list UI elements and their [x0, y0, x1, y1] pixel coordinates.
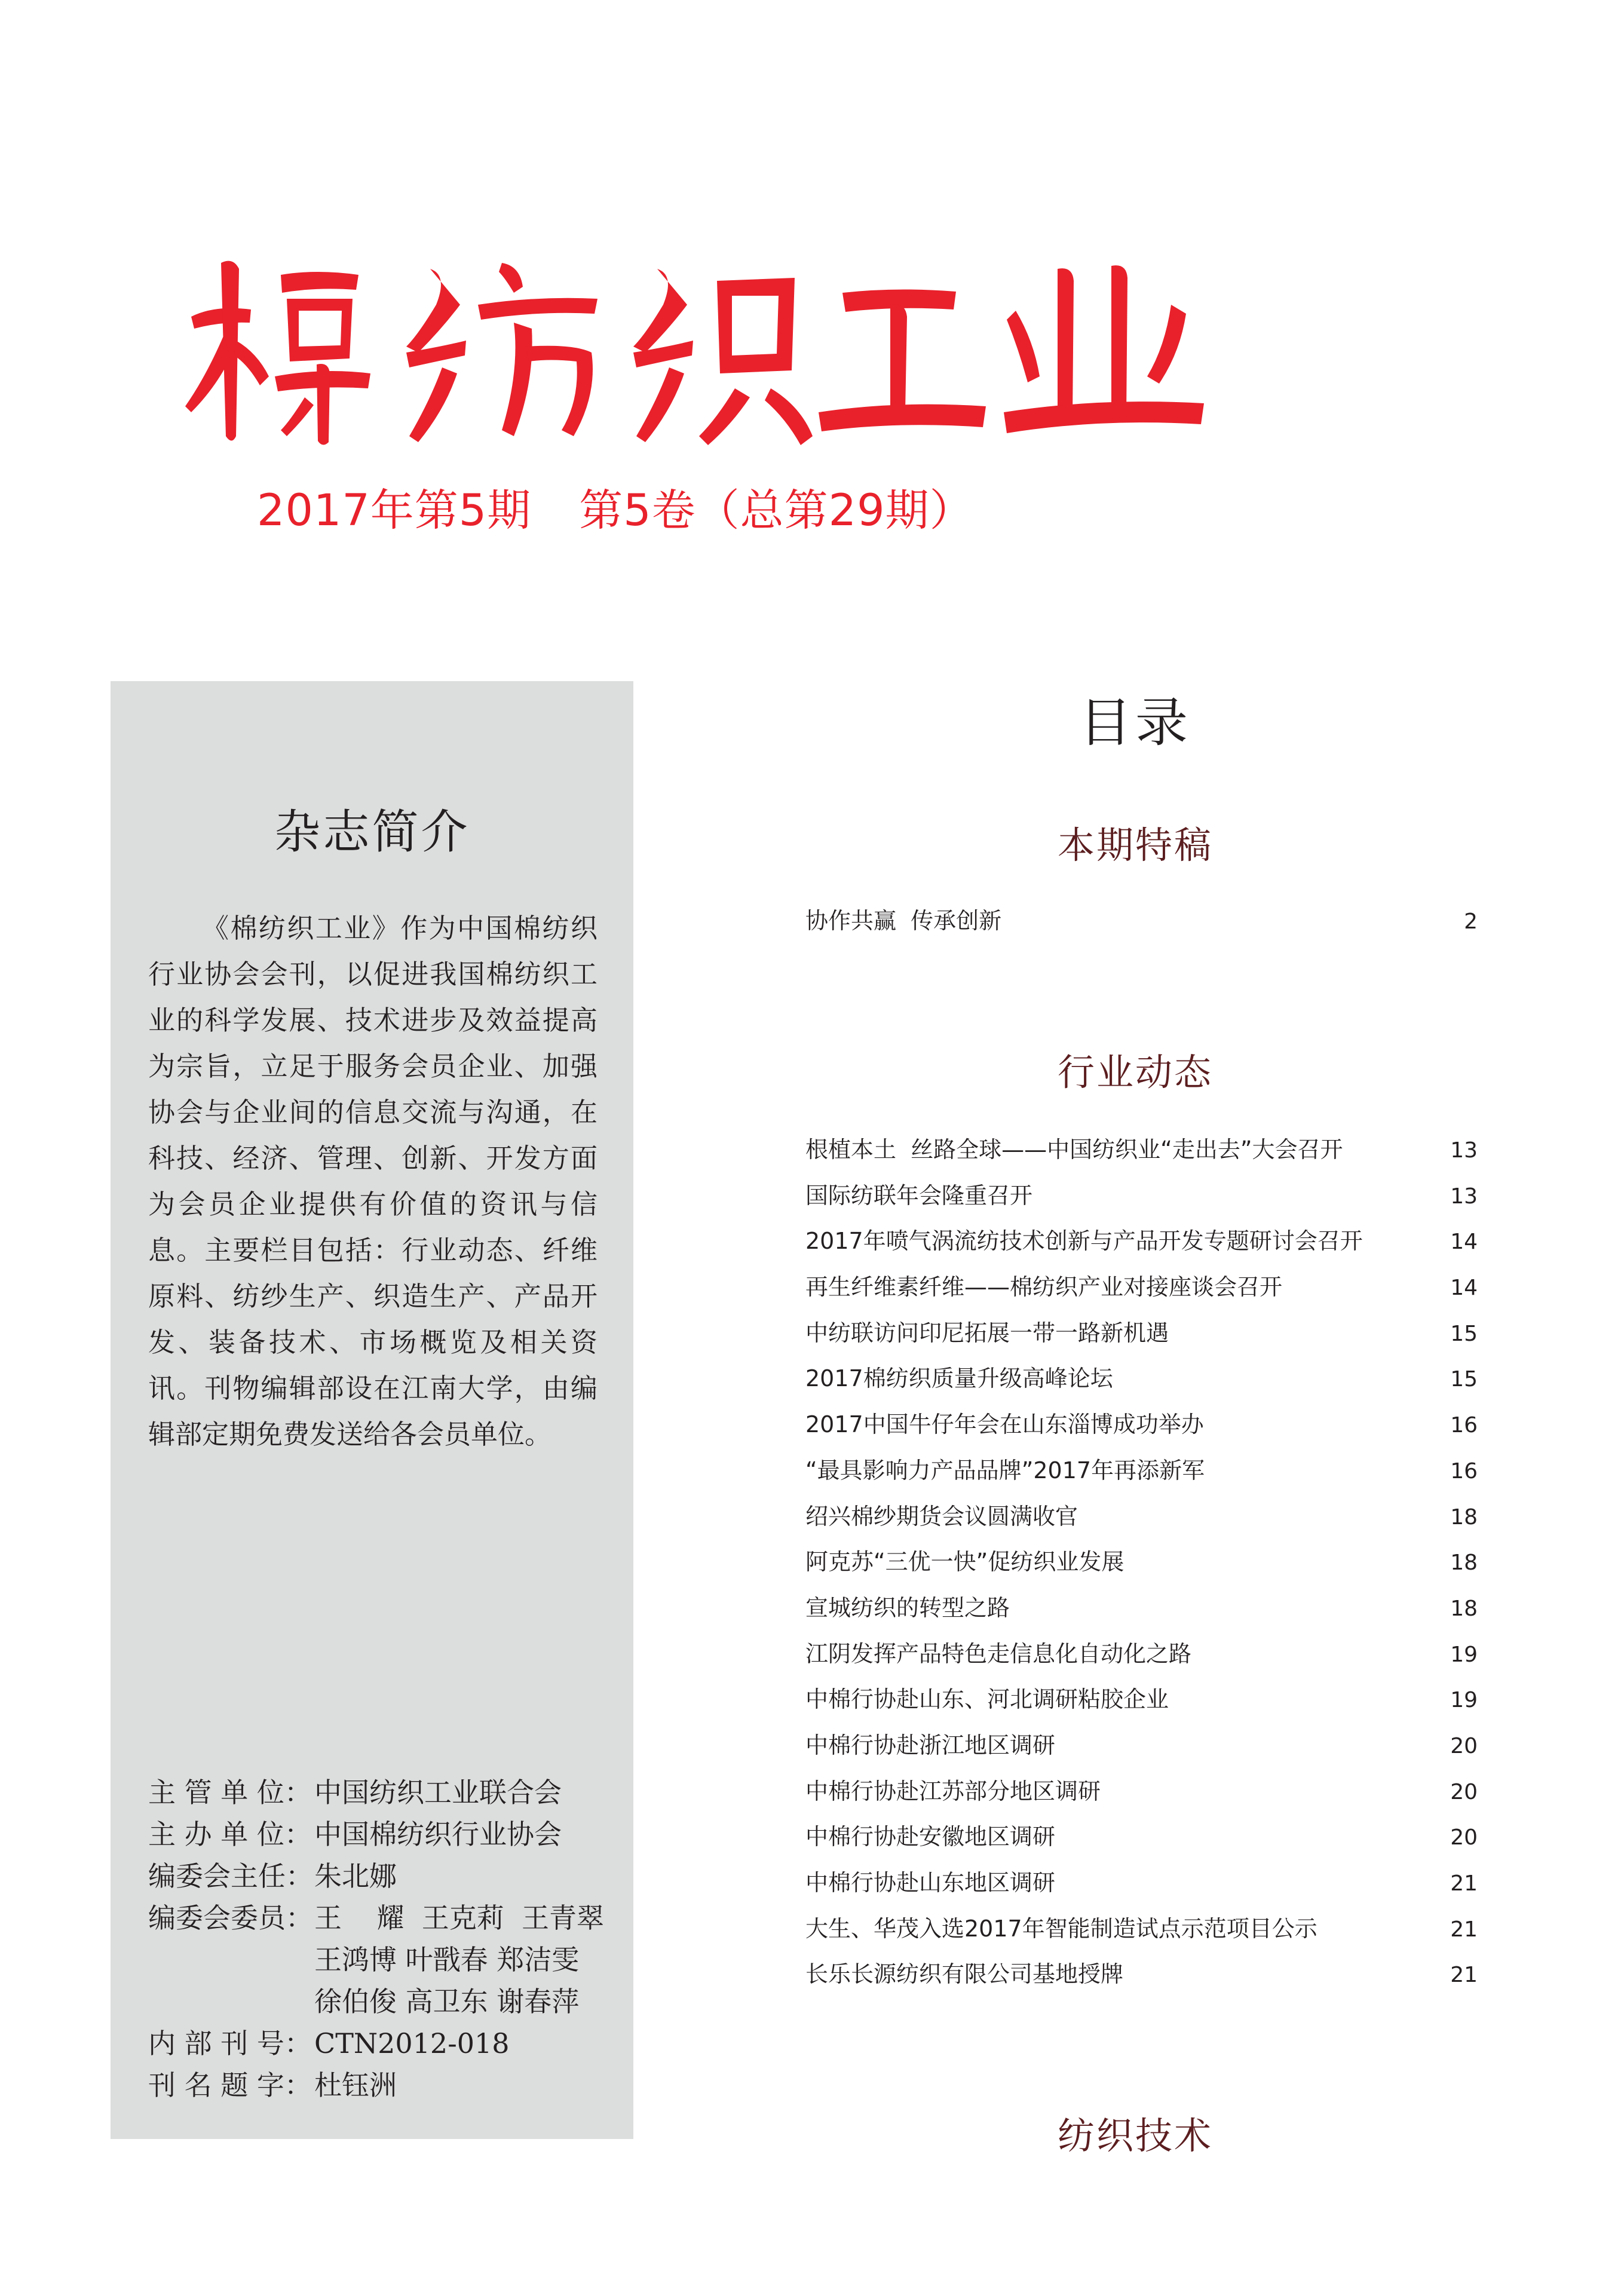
toc-entry-page: 13 — [1450, 1184, 1478, 1209]
toc-entry[interactable] — [805, 1452, 1478, 1498]
toc-entry-title: 协作共赢 传承创新 — [805, 908, 1002, 934]
credits-list — [148, 1772, 620, 2106]
credit-value: 王鸿博 叶戬春 郑洁雯 — [314, 1944, 580, 1976]
toc-entry-page: 16 — [1450, 1458, 1478, 1484]
credit-label: 刊 名 题 字： — [148, 2069, 312, 2101]
credit-row — [148, 2064, 620, 2106]
toc-entry[interactable] — [805, 1314, 1478, 1360]
toc-entry-page: 15 — [1450, 1321, 1478, 1346]
credit-label: 主 办 单 位： — [148, 1818, 312, 1850]
toc-entry-page: 14 — [1450, 1230, 1478, 1255]
toc-entry-title: 中棉行协赴山东、河北调研粘胶企业 — [805, 1686, 1169, 1713]
toc-entry[interactable] — [805, 1498, 1478, 1544]
toc-entry[interactable] — [805, 1681, 1478, 1727]
toc-section-list — [805, 1131, 1478, 2002]
toc-entry-page: 21 — [1450, 1917, 1478, 1942]
issue-line — [257, 475, 974, 538]
toc-entry[interactable] — [805, 1543, 1478, 1589]
credit-value: 朱北娜 — [314, 1860, 397, 1892]
toc-entry-page: 2 — [1464, 909, 1478, 934]
toc-entry[interactable] — [805, 1910, 1478, 1956]
toc-entry-title: 中棉行协赴浙江地区调研 — [805, 1731, 1056, 1758]
toc-entry-title: 江阴发挥产品特色走信息化自动化之路 — [805, 1640, 1192, 1667]
toc-section-list — [805, 902, 1478, 948]
toc-entry-page: 21 — [1450, 1871, 1478, 1896]
toc-entry[interactable] — [805, 1773, 1478, 1819]
toc-entry-page: 18 — [1450, 1550, 1478, 1576]
calligraphy-logo-icon — [179, 239, 1207, 454]
section-heading: 纺织技术 — [1057, 2114, 1213, 2158]
toc-entry-title: 中棉行协赴江苏部分地区调研 — [805, 1778, 1101, 1804]
intro-title: 杂志简介 — [274, 805, 470, 859]
toc-entry-page: 16 — [1450, 1413, 1478, 1438]
toc-entry-title: 国际纺联年会隆重召开 — [805, 1182, 1033, 1209]
credit-label: 主 管 单 位： — [148, 1776, 312, 1809]
credit-label: 内 部 刊 号： — [148, 2027, 312, 2060]
masthead-logo — [179, 239, 1207, 454]
toc-entry[interactable] — [805, 1406, 1478, 1452]
credit-value: 杜钰洲 — [314, 2069, 397, 2101]
toc-entry-page: 20 — [1450, 1825, 1478, 1850]
toc-entry-title: 2017棉纺织质量升级高峰论坛 — [805, 1365, 1113, 1392]
toc-entry[interactable] — [805, 902, 1478, 948]
toc-entry[interactable] — [805, 1360, 1478, 1406]
toc-entry[interactable] — [805, 1818, 1478, 1864]
credit-value: 中国纺织工业联合会 — [314, 1776, 562, 1809]
magazine-intro-panel — [111, 681, 633, 2139]
credit-value: 徐伯俊 高卫东 谢春萍 — [314, 1985, 580, 2018]
toc-entry-page: 19 — [1450, 1688, 1478, 1713]
credit-value: 中国棉纺织行业协会 — [314, 1818, 562, 1850]
toc-entry-title: 中棉行协赴山东地区调研 — [805, 1870, 1056, 1896]
toc-entry-title: 中棉行协赴安徽地区调研 — [805, 1824, 1056, 1850]
section-heading: 行业动态 — [1057, 1050, 1213, 1094]
toc-entry-title: 长乐长源纺织有限公司基地授牌 — [805, 1961, 1124, 1988]
credit-row — [148, 1772, 620, 1813]
credit-label: 编委会委员： — [148, 1902, 313, 1934]
toc-entry-title: “最具影响力产品品牌”2017年再添新军 — [805, 1457, 1205, 1484]
credit-row — [148, 1897, 620, 1939]
section-heading: 本期特稿 — [1057, 823, 1213, 867]
toc-entry-title: 中纺联访问印尼拓展一带一路新机遇 — [805, 1319, 1169, 1346]
toc-entry[interactable] — [805, 1177, 1478, 1223]
credit-label: 编委会主任： — [148, 1860, 313, 1892]
toc-entry-page: 18 — [1450, 1504, 1478, 1530]
toc-entry[interactable] — [805, 1222, 1478, 1268]
toc-entry-page: 21 — [1450, 1963, 1478, 1988]
toc-entry[interactable] — [805, 1727, 1478, 1773]
credit-row — [148, 1855, 620, 1897]
toc-entry[interactable] — [805, 1956, 1478, 2002]
toc-entry-page: 19 — [1450, 1642, 1478, 1667]
toc-entry-title: 绍兴棉纱期货会议圆满收官 — [805, 1503, 1078, 1530]
toc-entry-title: 2017年喷气涡流纺技术创新与产品开发专题研讨会召开 — [805, 1228, 1363, 1255]
toc-entry[interactable] — [805, 1635, 1478, 1681]
toc-entry-page: 18 — [1450, 1596, 1478, 1621]
toc-entry-page: 15 — [1450, 1367, 1478, 1392]
credit-value: CTN2012-018 — [314, 2027, 510, 2060]
credit-row — [148, 1813, 620, 1855]
credit-value: 王 耀 王克莉 王青翠 — [314, 1902, 604, 1934]
toc-entry-page: 20 — [1450, 1733, 1478, 1758]
toc-entry[interactable] — [805, 1589, 1478, 1635]
toc-entry[interactable] — [805, 1131, 1478, 1177]
toc-entry-title: 2017中国牛仔年会在山东淄博成功举办 — [805, 1411, 1204, 1438]
toc-entry-title: 大生、华茂入选2017年智能制造试点示范项目公示 — [805, 1915, 1317, 1942]
toc-entry[interactable] — [805, 1268, 1478, 1314]
toc-entry[interactable] — [805, 1864, 1478, 1910]
credit-row — [148, 2022, 620, 2064]
toc-entry-title: 根植本土 丝路全球——中国纺织业“走出去”大会召开 — [805, 1136, 1343, 1163]
toc-entry-page: 20 — [1450, 1779, 1478, 1804]
toc-title: 目录 — [1078, 692, 1191, 753]
toc-entry-title: 宣城纺织的转型之路 — [805, 1594, 1010, 1621]
toc-entry-title: 再生纤维素纤维——棉纺织产业对接座谈会召开 — [805, 1274, 1283, 1301]
issue-number: 2017年第5期 — [257, 485, 532, 536]
intro-body: 《棉纺织工业》作为中国棉纺织行业协会会刊，以促进我国棉纺织工业的科学发展、技术进步及效益提高为宗旨，立足于服务会员企业、加强协会与企业间的信息交流与沟通，在科技、经济、管理、创新、开发方面为会员企业提供有价值的资讯与信息。主要栏目包括：行业动态、纤维原料、纺纱生产、织造生产、产品开发、装备技术、市场概览及相关资讯。刊物编辑部设在江南大学，由编辑部定期免费发送给各会员单位。 — [148, 912, 597, 1450]
toc-entry-page: 13 — [1450, 1138, 1478, 1163]
volume-number: 第5卷（总第29期） — [579, 485, 974, 536]
toc-entry-title: 阿克苏“三优一快”促纺织业发展 — [805, 1549, 1124, 1576]
toc-entry-page: 14 — [1450, 1276, 1478, 1301]
